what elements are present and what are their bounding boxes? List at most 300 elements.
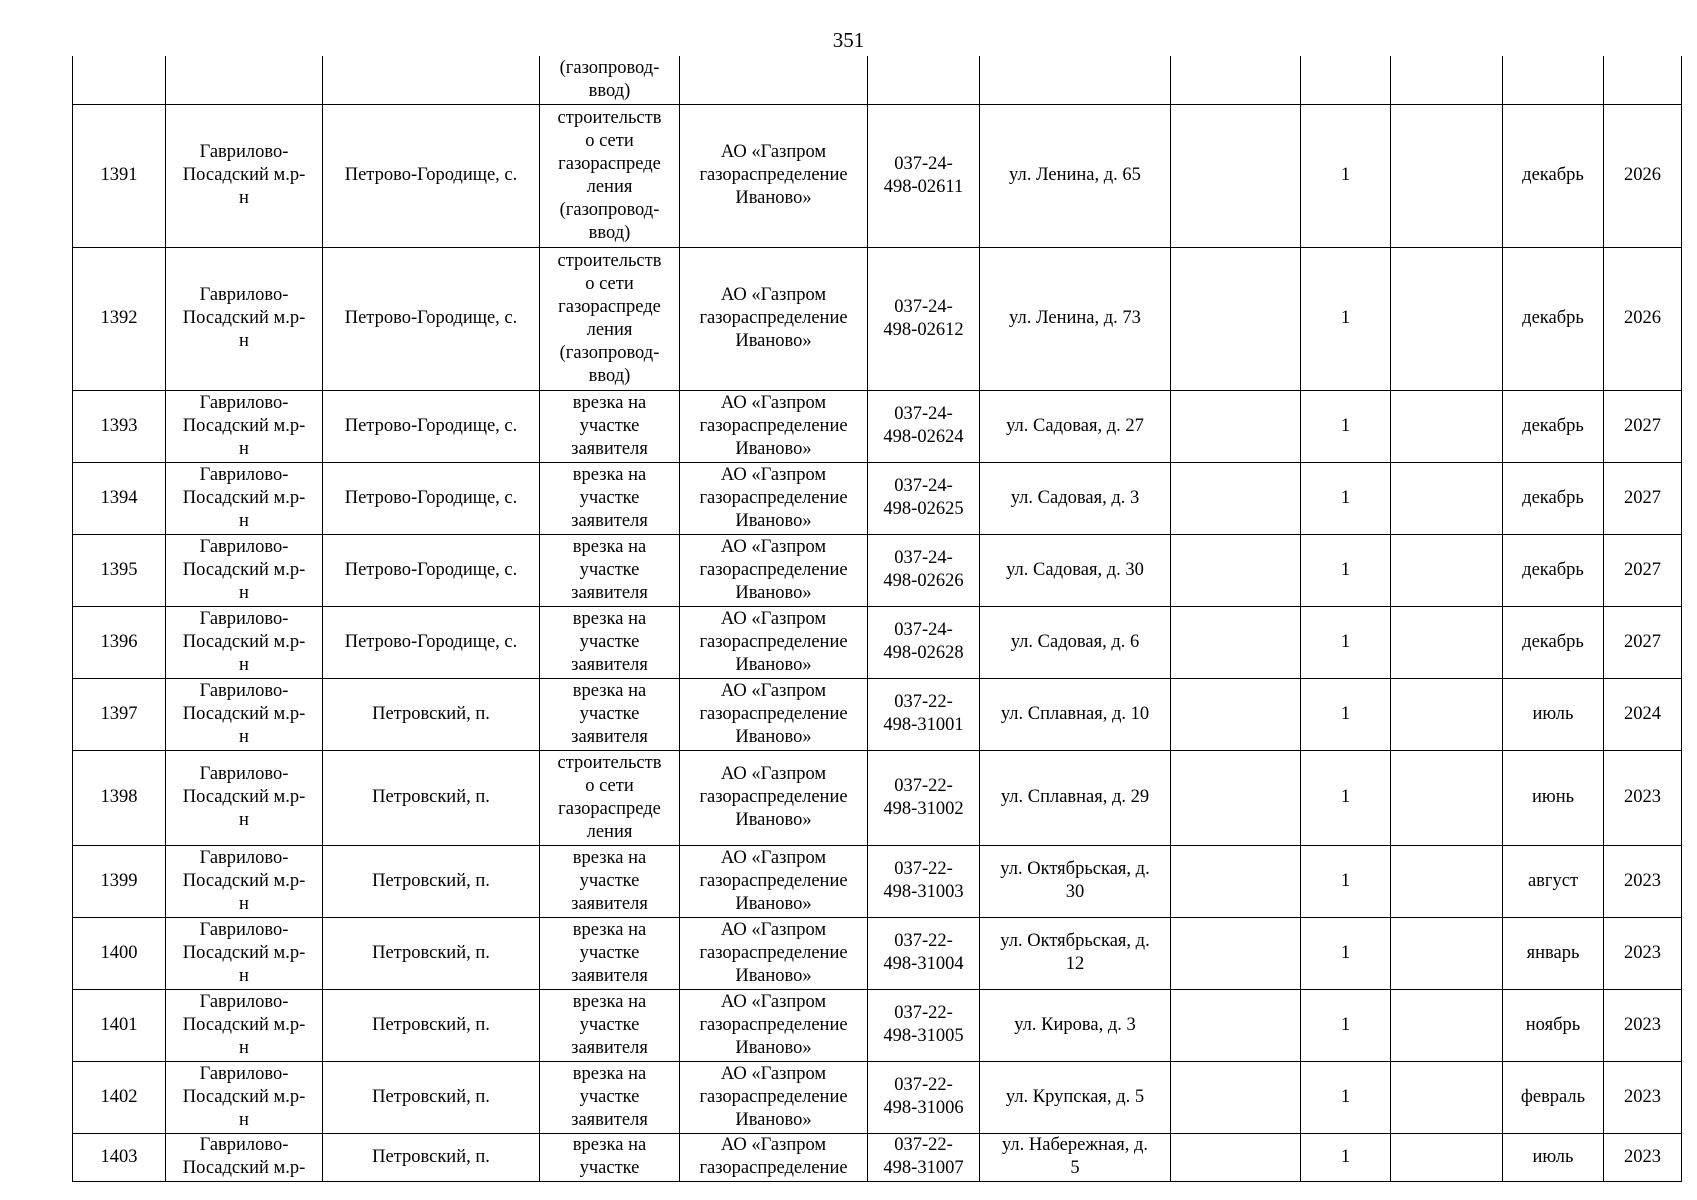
cell-col10 (1391, 606, 1503, 678)
cell-qty (1301, 56, 1391, 104)
cell-text: 1392 (100, 308, 138, 328)
cell-text: врезка на участке заявителя (571, 608, 648, 675)
cell-qty (1301, 247, 1391, 390)
cell-code (868, 989, 980, 1061)
table-row (73, 534, 1682, 606)
table-row (73, 678, 1682, 750)
cell-text: 1 (1340, 631, 1351, 652)
cell-qty (1301, 1133, 1391, 1181)
cell-work-type (540, 534, 680, 606)
table-row (73, 606, 1682, 678)
cell-text: 1 (1340, 559, 1351, 580)
cell-text: 037-24- 498-02612 (883, 296, 964, 340)
table-row (73, 845, 1682, 917)
cell-code (868, 56, 980, 104)
cell-text: врезка на участке заявителя (571, 1063, 648, 1130)
cell-locality (323, 247, 540, 390)
cell-code (868, 678, 980, 750)
cell-text: 2024 (1624, 703, 1661, 724)
cell-address (980, 390, 1171, 462)
cell-text: Петрово-Городище, с. (344, 559, 518, 580)
cell-num (73, 1061, 166, 1133)
cell-col10 (1391, 678, 1503, 750)
cell-text: Петровский, п. (372, 1014, 490, 1035)
cell-col10 (1391, 917, 1503, 989)
cell-org (680, 462, 868, 534)
cell-work-type (540, 390, 680, 462)
cell-year (1604, 1133, 1682, 1181)
cell-text: ул. Садовая, д. 6 (1010, 631, 1140, 652)
cell-address (980, 104, 1171, 247)
cell-locality (323, 1061, 540, 1133)
cell-text: Петрово-Городище, с. (344, 308, 518, 328)
cell-code (868, 1061, 980, 1133)
cell-text: 2023 (1624, 942, 1661, 963)
cell-address (980, 247, 1171, 390)
cell-month (1503, 56, 1604, 104)
cell-text: Гаврилово- Посадский м.р- н (182, 919, 306, 986)
cell-col10 (1391, 247, 1503, 390)
cell-col8 (1171, 1061, 1301, 1133)
cell-text: Гаврилово- Посадский м.р- н (182, 991, 306, 1058)
cell-text: 1 (1340, 942, 1351, 963)
cell-col8 (1171, 247, 1301, 390)
cell-text: 037-24- 498-02624 (883, 404, 964, 447)
cell-qty (1301, 1061, 1391, 1133)
cell-text: 2027 (1624, 415, 1661, 436)
cell-text: 1391 (100, 165, 138, 185)
cell-work-type (540, 845, 680, 917)
cell-text: ул. Садовая, д. 3 (1010, 487, 1140, 508)
cell-district (166, 104, 323, 247)
table-row (73, 750, 1682, 845)
cell-num (73, 390, 166, 462)
cell-address (980, 462, 1171, 534)
cell-month (1503, 462, 1604, 534)
table-row (73, 1061, 1682, 1133)
cell-text: декабрь (1522, 631, 1584, 652)
cell-col8 (1171, 678, 1301, 750)
cell-num (73, 678, 166, 750)
cell-text: 1397 (100, 703, 138, 724)
cell-text: 1395 (100, 559, 138, 580)
cell-work-type (540, 989, 680, 1061)
cell-text: 037-22- 498-31004 (883, 931, 964, 974)
cell-text: строительств о сети газораспреде ления (557, 752, 662, 842)
cell-col8 (1171, 56, 1301, 104)
cell-district (166, 750, 323, 845)
cell-col8 (1171, 845, 1301, 917)
cell-text: декабрь (1522, 308, 1584, 328)
cell-text: ул. Ленина, д. 73 (1009, 308, 1141, 328)
table-row (73, 1133, 1682, 1181)
cell-locality (323, 750, 540, 845)
cell-num (73, 1133, 166, 1181)
cell-month (1503, 606, 1604, 678)
cell-text: 1399 (100, 870, 138, 891)
cell-col8 (1171, 390, 1301, 462)
cell-text: 1 (1340, 1086, 1351, 1107)
cell-text: врезка на участке заявителя (571, 847, 648, 914)
cell-code (868, 1133, 980, 1181)
table-row (73, 462, 1682, 534)
cell-org (680, 1133, 868, 1181)
cell-text: 1400 (100, 942, 138, 963)
cell-text: Петровский, п. (372, 1086, 490, 1107)
cell-address (980, 1061, 1171, 1133)
cell-text: 1398 (100, 787, 138, 807)
cell-num (73, 462, 166, 534)
cell-district (166, 534, 323, 606)
cell-year (1604, 56, 1682, 104)
cell-text: Гаврилово- Посадский м.р- н (182, 285, 306, 351)
table-row (73, 917, 1682, 989)
cell-year (1604, 390, 1682, 462)
cell-text: 037-24- 498-02611 (883, 153, 964, 197)
cell-code (868, 104, 980, 247)
cell-col8 (1171, 104, 1301, 247)
cell-text: ул. Октябрьская, д. 12 (1000, 931, 1150, 974)
cell-text: декабрь (1522, 487, 1584, 508)
cell-col8 (1171, 989, 1301, 1061)
cell-address (980, 917, 1171, 989)
cell-locality (323, 989, 540, 1061)
cell-col8 (1171, 1133, 1301, 1181)
cell-text: Гаврилово- Посадский м.р- (182, 1135, 306, 1178)
cell-text: строительств о сети газораспреде ления (газопровод- ввод) (557, 107, 662, 243)
cell-text: врезка на участке заявителя (571, 392, 648, 459)
cell-work-type (540, 606, 680, 678)
cell-text: 2027 (1624, 559, 1661, 580)
page-number: 351 (832, 28, 865, 52)
cell-text: АО «Газпром газораспределение Иваново» (699, 464, 848, 531)
cell-text: 2027 (1624, 631, 1661, 652)
cell-district (166, 56, 323, 104)
cell-org (680, 1061, 868, 1133)
cell-text: ул. Сплавная, д. 10 (1000, 703, 1150, 724)
cell-year (1604, 989, 1682, 1061)
cell-org (680, 750, 868, 845)
cell-text: АО «Газпром газораспределение Иваново» (699, 764, 848, 830)
cell-work-type (540, 678, 680, 750)
cell-col8 (1171, 917, 1301, 989)
cell-text: 1393 (100, 415, 138, 436)
cell-col8 (1171, 750, 1301, 845)
table-row (73, 390, 1682, 462)
continuation-row (73, 56, 1682, 104)
cell-month (1503, 390, 1604, 462)
cell-qty (1301, 917, 1391, 989)
cell-num (73, 845, 166, 917)
cell-text: Гаврилово- Посадский м.р- н (182, 1063, 306, 1130)
cell-text: февраль (1520, 1086, 1586, 1107)
cell-year (1604, 750, 1682, 845)
cell-year (1604, 104, 1682, 247)
cell-num (73, 750, 166, 845)
cell-district (166, 1133, 323, 1181)
cell-year (1604, 678, 1682, 750)
cell-text: Гаврилово- Посадский м.р- н (182, 464, 306, 531)
cell-text: ул. Садовая, д. 30 (1006, 559, 1144, 580)
cell-text: Гаврилово- Посадский м.р- н (182, 847, 306, 914)
cell-text: 2023 (1624, 1014, 1661, 1035)
cell-locality (323, 845, 540, 917)
cell-text: июль (1532, 703, 1574, 724)
cell-qty (1301, 678, 1391, 750)
cell-org (680, 845, 868, 917)
cell-qty (1301, 845, 1391, 917)
cell-text: 2023 (1624, 787, 1661, 807)
cell-org (680, 56, 868, 104)
cell-year (1604, 462, 1682, 534)
cell-text: Гаврилово- Посадский м.р- н (182, 764, 306, 830)
cell-text: 1 (1340, 308, 1351, 328)
cell-work-type (540, 917, 680, 989)
cell-text: 2026 (1624, 165, 1661, 185)
cell-qty (1301, 534, 1391, 606)
cell-text: Петрово-Городище, с. (344, 165, 518, 185)
cell-text: АО «Газпром газораспределение Иваново» (699, 285, 848, 351)
cell-text: ул. Садовая, д. 27 (1006, 415, 1144, 436)
cell-text: декабрь (1522, 165, 1584, 185)
cell-district (166, 917, 323, 989)
cell-col10 (1391, 1061, 1503, 1133)
cell-locality (323, 104, 540, 247)
cell-locality (323, 678, 540, 750)
cell-text: АО «Газпром газораспределение Иваново» (699, 680, 848, 747)
cell-qty (1301, 104, 1391, 247)
cell-text: АО «Газпром газораспределение Иваново» (699, 847, 848, 914)
cell-col8 (1171, 462, 1301, 534)
cell-text: 1 (1340, 787, 1351, 807)
cell-text: 2027 (1624, 487, 1661, 508)
cell-month (1503, 247, 1604, 390)
cell-num (73, 56, 166, 104)
cell-code (868, 390, 980, 462)
cell-text: Петрово-Городище, с. (344, 415, 518, 436)
table-row (73, 247, 1682, 390)
cell-code (868, 606, 980, 678)
cell-org (680, 104, 868, 247)
cell-month (1503, 104, 1604, 247)
cell-text: 2023 (1624, 870, 1661, 891)
cell-text: АО «Газпром газораспределение Иваново» (699, 392, 848, 459)
cell-num (73, 989, 166, 1061)
cell-district (166, 845, 323, 917)
cell-text: АО «Газпром газораспределение Иваново» (699, 1063, 848, 1130)
cell-text: 037-24- 498-02626 (883, 548, 964, 591)
cell-text: июль (1532, 1146, 1574, 1167)
cell-text: 2026 (1624, 308, 1661, 328)
cell-text: АО «Газпром газораспределение Иваново» (699, 536, 848, 603)
cell-address (980, 989, 1171, 1061)
cell-address (980, 1133, 1171, 1181)
cell-month (1503, 917, 1604, 989)
cell-district (166, 989, 323, 1061)
cell-col10 (1391, 534, 1503, 606)
cell-text: 1403 (100, 1146, 138, 1167)
cell-work-type (540, 750, 680, 845)
cell-text: строительств о сети газораспреде ления (газопровод- ввод) (557, 250, 662, 386)
cell-locality (323, 56, 540, 104)
cell-text: 1394 (100, 487, 138, 508)
cell-text: Петровский, п. (372, 787, 490, 807)
cell-text: ул. Набережная, д. 5 (1001, 1135, 1149, 1178)
cell-locality (323, 390, 540, 462)
cell-text: врезка на участке заявителя (571, 536, 648, 603)
cell-text: Петрово-Городище, с. (344, 487, 518, 508)
cell-org (680, 390, 868, 462)
cell-col10 (1391, 462, 1503, 534)
cell-year (1604, 247, 1682, 390)
cell-text: Петровский, п. (372, 942, 490, 963)
cell-col10 (1391, 56, 1503, 104)
cell-year (1604, 917, 1682, 989)
cell-work-type (540, 462, 680, 534)
cell-month (1503, 845, 1604, 917)
cell-district (166, 606, 323, 678)
cell-district (166, 678, 323, 750)
cell-work-type (540, 1133, 680, 1181)
cell-text: ул. Ленина, д. 65 (1009, 165, 1141, 185)
table-row (73, 989, 1682, 1061)
cell-locality (323, 534, 540, 606)
cell-col10 (1391, 845, 1503, 917)
cell-org (680, 989, 868, 1061)
cell-num (73, 534, 166, 606)
cell-month (1503, 1061, 1604, 1133)
cell-qty (1301, 606, 1391, 678)
cell-text: 1 (1340, 487, 1351, 508)
cell-org (680, 247, 868, 390)
cell-code (868, 750, 980, 845)
cell-text: 1 (1340, 870, 1351, 891)
cell-text: 1 (1340, 703, 1351, 724)
cell-locality (323, 462, 540, 534)
cell-address (980, 606, 1171, 678)
cell-month (1503, 1133, 1604, 1181)
cell-text: 037-22- 498-31003 (883, 859, 964, 902)
cell-text: 037-22- 498-31001 (883, 692, 964, 735)
cell-locality (323, 1133, 540, 1181)
cell-num (73, 247, 166, 390)
table-row (73, 104, 1682, 247)
cell-text: 037-22- 498-31006 (883, 1075, 964, 1118)
table-body (73, 56, 1682, 1181)
cell-text: ноябрь (1525, 1014, 1581, 1035)
cell-col10 (1391, 104, 1503, 247)
cell-district (166, 462, 323, 534)
cell-text: (газопровод- ввод) (559, 57, 660, 101)
cell-district (166, 390, 323, 462)
cell-col10 (1391, 989, 1503, 1061)
cell-text: Петровский, п. (372, 703, 490, 724)
cell-col10 (1391, 1133, 1503, 1181)
cell-qty (1301, 750, 1391, 845)
cell-work-type (540, 104, 680, 247)
cell-text: Гаврилово- Посадский м.р- н (182, 142, 306, 208)
cell-text: Гаврилово- Посадский м.р- н (182, 680, 306, 747)
cell-qty (1301, 390, 1391, 462)
cell-district (166, 247, 323, 390)
cell-text: 037-24- 498-02628 (883, 620, 964, 663)
cell-code (868, 534, 980, 606)
cell-text: декабрь (1522, 415, 1584, 436)
cell-col10 (1391, 750, 1503, 845)
cell-text: Гаврилово- Посадский м.р- н (182, 608, 306, 675)
cell-text: август (1527, 870, 1579, 891)
cell-col8 (1171, 534, 1301, 606)
cell-address (980, 678, 1171, 750)
cell-code (868, 917, 980, 989)
cell-work-type (540, 247, 680, 390)
cell-text: декабрь (1522, 559, 1584, 580)
cell-year (1604, 1061, 1682, 1133)
cell-text: 1401 (100, 1014, 138, 1035)
cell-text: ул. Кирова, д. 3 (1014, 1014, 1136, 1035)
cell-year (1604, 606, 1682, 678)
cell-text: 1 (1340, 1146, 1351, 1167)
cell-org (680, 606, 868, 678)
cell-text: январь (1526, 942, 1580, 963)
cell-text: Петровский, п. (372, 870, 490, 891)
cell-num (73, 104, 166, 247)
cell-text: АО «Газпром газораспределение Иваново» (699, 991, 848, 1058)
cell-text: Гаврилово- Посадский м.р- н (182, 536, 306, 603)
cell-text: 037-24- 498-02625 (883, 476, 964, 519)
cell-code (868, 462, 980, 534)
cell-text: 1 (1340, 415, 1351, 436)
cell-text: АО «Газпром газораспределение Иваново» (699, 142, 848, 208)
cell-text: 037-22- 498-31005 (883, 1003, 964, 1046)
cell-month (1503, 750, 1604, 845)
cell-qty (1301, 989, 1391, 1061)
cell-address (980, 845, 1171, 917)
cell-text: Петровский, п. (372, 1146, 490, 1167)
cell-text: 1396 (100, 631, 138, 652)
cell-text: ул. Сплавная, д. 29 (1000, 787, 1150, 807)
cell-text: ул. Крупская, д. 5 (1005, 1086, 1145, 1107)
cell-text: АО «Газпром газораспределение (699, 1135, 848, 1178)
cell-org (680, 678, 868, 750)
cell-address (980, 56, 1171, 104)
cell-qty (1301, 462, 1391, 534)
cell-month (1503, 534, 1604, 606)
cell-col8 (1171, 606, 1301, 678)
cell-work-type (540, 1061, 680, 1133)
cell-num (73, 606, 166, 678)
cell-address (980, 534, 1171, 606)
registry-table (72, 56, 1682, 1182)
cell-text: врезка на участке заявителя (571, 680, 648, 747)
cell-org (680, 917, 868, 989)
cell-text: врезка на участке заявителя (571, 919, 648, 986)
cell-code (868, 247, 980, 390)
cell-year (1604, 534, 1682, 606)
cell-text: АО «Газпром газораспределение Иваново» (699, 608, 848, 675)
cell-text: 1 (1340, 165, 1351, 185)
cell-text: ул. Октябрьская, д. 30 (1000, 859, 1150, 902)
cell-text: врезка на участке заявителя (571, 991, 648, 1058)
cell-locality (323, 606, 540, 678)
cell-text: Гаврилово- Посадский м.р- н (182, 392, 306, 459)
cell-text: 037-22- 498-31007 (883, 1135, 964, 1178)
cell-text: врезка на участке заявителя (571, 464, 648, 531)
cell-month (1503, 678, 1604, 750)
cell-code (868, 845, 980, 917)
cell-text: АО «Газпром газораспределение Иваново» (699, 919, 848, 986)
cell-year (1604, 845, 1682, 917)
